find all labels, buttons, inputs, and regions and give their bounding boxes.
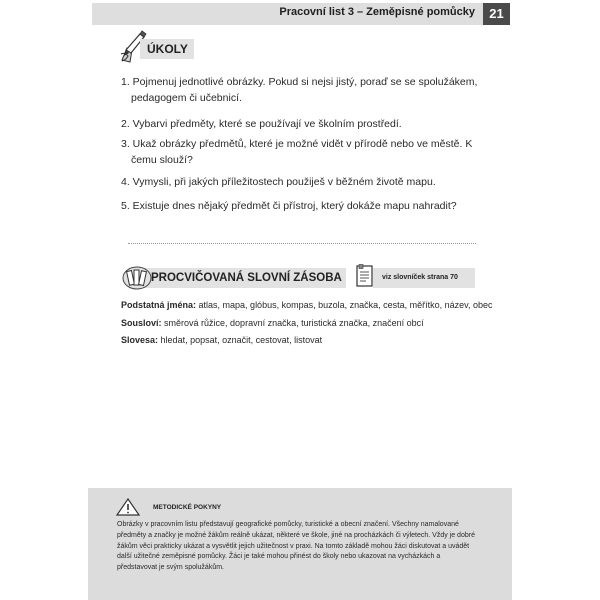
dictionary-reference: viz slovníček strana 70	[373, 268, 475, 288]
vocabulary-label: PROCVIČOVANÁ SLOVNÍ ZÁSOBA	[136, 268, 346, 288]
task-item-5: 5. Existuje dnes nějaký předmět či přístroj, který dokáže mapu nahradit?	[121, 200, 457, 212]
task-item-1: 1. Pojmenuj jednotlivé obrázky. Pokud si nejsi jistý, poraď se se spolužákem, pedagogem či učebnicí.	[121, 76, 478, 104]
task-item-3: 3. Ukaž obrázky předmětů, které je možné vidět v přírodě nebo ve městě. K čemu slouží?	[121, 138, 473, 166]
methodology-box	[88, 488, 512, 600]
dictionary-icon	[355, 264, 375, 289]
books-icon	[122, 265, 152, 291]
vocab-words: atlas, mapa, glóbus, kompas, buzola, značka, cesta, měřítko, název, obec	[198, 300, 493, 310]
vocab-term: Slovesa:	[121, 335, 159, 345]
tasks-label: ÚKOLY	[140, 39, 194, 59]
task-item-2: 2. Vybarvi předměty, které se používají ve školním prostředí.	[121, 118, 402, 130]
vocab-row-phrases	[121, 318, 424, 328]
methodology-text: Obrázky v pracovním listu představují geografické pomůcky, turistické a obecní značení. Všechny namalované předměty a značky je možné žákům reálně ukázat, některé ve škole, jiné na procházkách či výletech. Vždy je dobré žákům věci prakticky ukázat a vysvětlit jejich užitečnost v praxi. Na tomto základě mohou žáci diskutovat a uvádět další užitečné zeměpisné pomůcky. Žáci je také mohou přinést do školy nebo ukazovat na vycházkách a představovat je svým spolužákům.	[117, 521, 475, 572]
vocab-row-verbs	[121, 335, 322, 345]
task-item-4: 4. Vymysli, při jakých příležitostech použiješ v běžném životě mapu.	[121, 176, 436, 188]
methodology-title: METODICKÉ POKYNY	[153, 504, 222, 511]
vocab-term: Sousloví:	[121, 318, 162, 328]
separator-line	[128, 243, 476, 244]
worksheet-title: Pracovní list 3 – Zeměpisné pomůcky	[279, 6, 475, 18]
page-number: 21	[483, 3, 510, 25]
vocab-words: hledat, popsat, označit, cestovat, listovat	[160, 335, 323, 345]
header-bar	[92, 3, 483, 25]
vocab-row-nouns	[121, 300, 493, 310]
vocab-term: Podstatná jména:	[121, 300, 197, 310]
warning-triangle-icon	[116, 498, 140, 516]
vocab-words: směrová růžice, dopravní značka, turistická značka, značení obcí	[164, 318, 424, 328]
